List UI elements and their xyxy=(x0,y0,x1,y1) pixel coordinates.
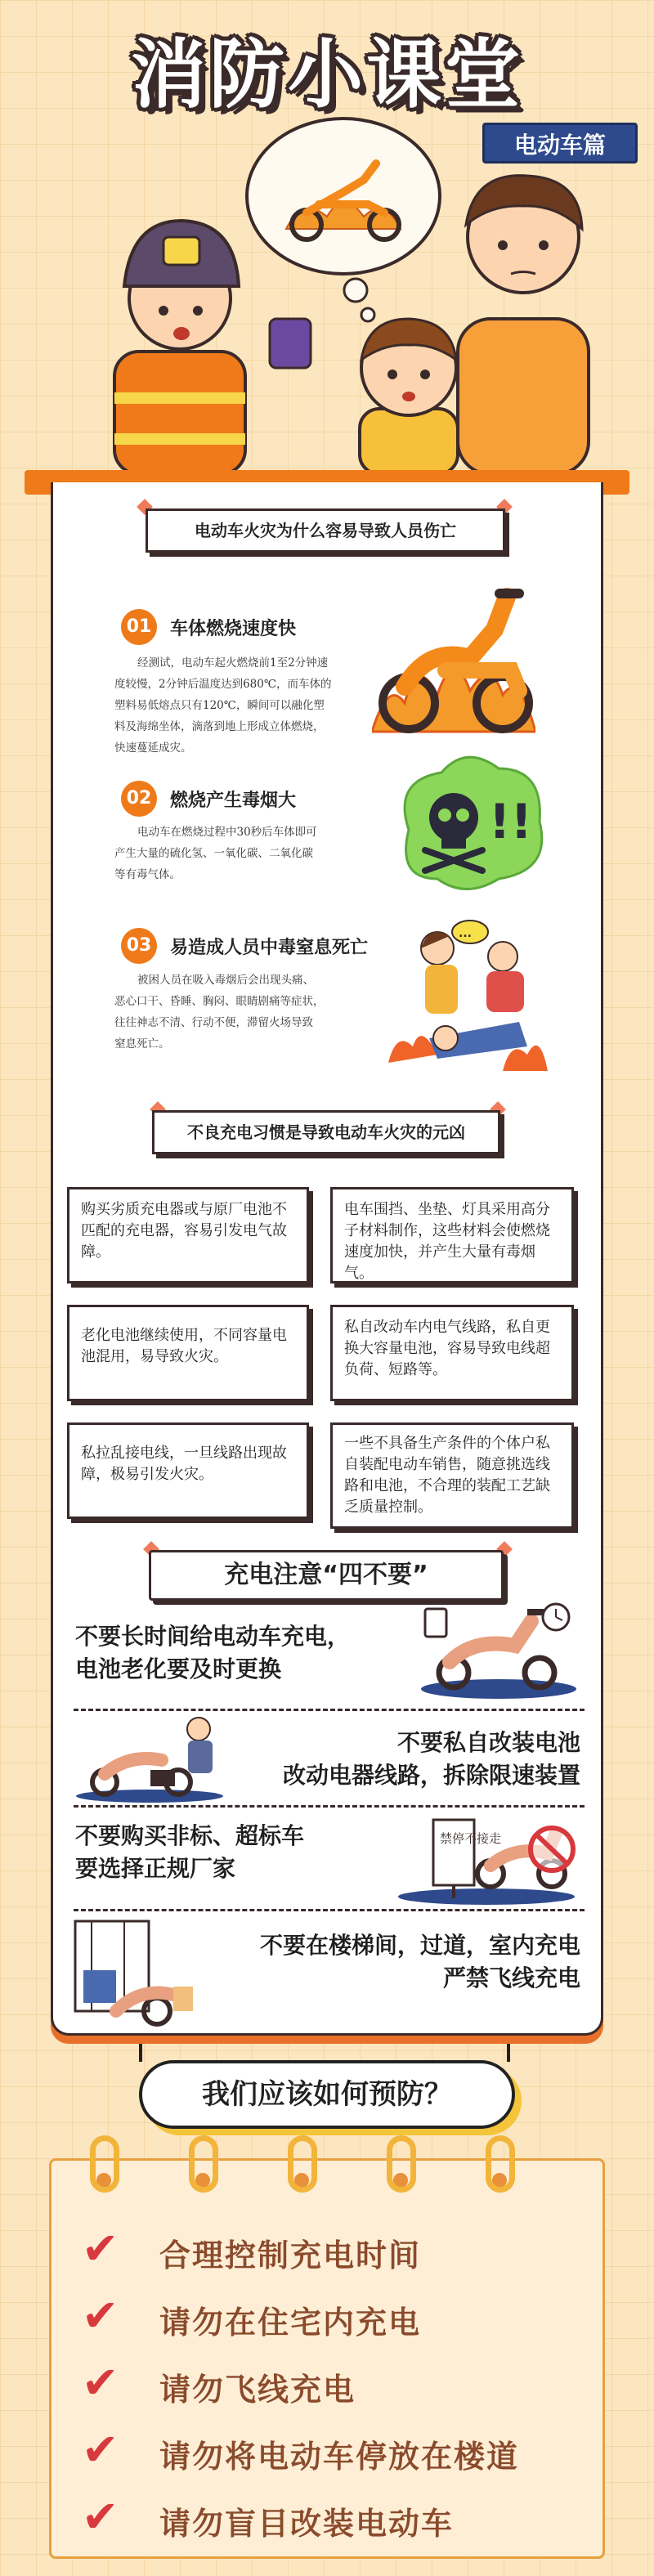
prevention-item: 请勿将电动车停放在楼道 xyxy=(159,2439,520,2475)
hanger-line xyxy=(139,2044,147,2062)
item-title: 易造成人员中毒窒息死亡 xyxy=(170,938,369,958)
cause-box: 私自改动车内电气线路，私自更换大容量电池，容易导致电线超负荷、短路等。 xyxy=(330,1305,574,1401)
smoke-victims-icon xyxy=(380,916,552,1079)
check-icon: ✔ xyxy=(82,2223,119,2274)
stairway-charging-icon xyxy=(67,1913,198,2036)
dashed-divider xyxy=(74,1805,585,1808)
binder-ring xyxy=(90,2135,119,2193)
item-number-badge: 03 xyxy=(121,928,157,964)
page-title: 消防小课堂 xyxy=(130,31,523,119)
toxic-smoke-icon xyxy=(392,748,548,895)
item-title: 车体燃烧速度快 xyxy=(170,619,297,639)
binder-ring xyxy=(189,2135,218,2193)
section3-heading: 充电注意“四不要” xyxy=(149,1550,504,1601)
cause-box: 购买劣质充电器或与原厂电池不匹配的充电器，容易引发电气故障。 xyxy=(67,1187,309,1284)
binder-ring xyxy=(387,2135,416,2193)
check-icon: ✔ xyxy=(82,2357,119,2408)
prevention-item: 请勿盲目改装电动车 xyxy=(159,2506,455,2542)
father-character xyxy=(458,176,589,474)
dashed-divider xyxy=(74,1709,585,1711)
firefighter-character xyxy=(114,221,311,474)
check-icon: ✔ xyxy=(82,2424,119,2475)
cause-box: 老化电池继续使用，不同容量电池混用，易导致火灾。 xyxy=(67,1305,309,1401)
rule-item: 不要在楼梯间，过道，室内充电 严禁飞线充电 xyxy=(259,1932,580,1991)
item-number-badge: 01 xyxy=(121,609,157,645)
check-icon: ✔ xyxy=(82,2491,119,2542)
rule-item: 不要长时间给电动车充电， 电池老化要及时更换 xyxy=(75,1623,351,1682)
cause-box: 一些不具备生产条件的个体户私自装配电动车销售，随意挑选线路和电池，不合理的装配工艺缺乏质量控制。 xyxy=(330,1422,574,1529)
prevention-item: 请勿在住宅内充电 xyxy=(159,2305,422,2341)
cause-box: 私拉乱接电线，一旦线路出现故障，极易引发火灾。 xyxy=(67,1422,309,1519)
sign-text: 禁停不接走 xyxy=(440,1831,502,1846)
charging-scooter-icon xyxy=(417,1593,580,1699)
subtitle-tag: 电动车篇 xyxy=(482,123,638,164)
rule-item: 不要私自改装电池 改动电器线路，拆除限速装置 xyxy=(282,1729,580,1789)
svg-text:...: ... xyxy=(459,927,472,940)
prevention-item: 请勿飞线充电 xyxy=(159,2372,356,2408)
item-number-badge: 02 xyxy=(121,781,157,817)
binder-ring xyxy=(288,2135,317,2193)
item-description: 电动车在燃烧过程中30秒后车体即可 产生大量的硫化氢、一氧化碳、二氧化碳 等有毒气体。 xyxy=(114,826,317,881)
binder-ring xyxy=(486,2135,515,2193)
item-description: 被困人员在吸入毒烟后会出现头痛、 恶心口干、昏睡、胸闷、眼睛剧痛等症状， 往往神志不清、行动不便，滞留火场导致 窒息死亡。 xyxy=(114,974,325,1051)
header-illustration xyxy=(82,114,605,474)
boy-character xyxy=(360,319,458,474)
cause-box: 电车围挡、坐垫、灯具采用高分子材料制作，这些材料会使燃烧速度加快，并产生大量有毒烟气。 xyxy=(330,1187,574,1284)
section2-heading: 不良充电习惯是导致电动车火灾的元凶 xyxy=(152,1110,500,1154)
rule-item: 不要购买非标、超标车 要选择正规厂家 xyxy=(75,1822,305,1882)
section4-heading: 我们应该如何预防？ xyxy=(139,2060,515,2129)
hanger-line xyxy=(507,2044,515,2062)
item-title: 燃烧产生毒烟大 xyxy=(170,791,297,811)
scooter-fire-icon xyxy=(372,580,535,736)
dashed-divider xyxy=(74,1909,585,1911)
check-icon: ✔ xyxy=(82,2290,119,2341)
svg-text:!!: !! xyxy=(489,794,532,849)
section1-heading: 电动车火灾为什么容易导致人员伤亡 xyxy=(146,508,505,553)
item-description: 经测试，电动车起火燃烧前1至2分钟速 度较慢，2分钟后温度达到680℃，而车体的 塑料易低熔点只有120℃，瞬间可以融化塑 料及海绵坐体，滴落到地上形成立体燃烧， 快速蔓延成灾。 xyxy=(114,656,332,755)
no-substandard-vehicle-icon xyxy=(392,1808,580,1906)
prevention-item: 合理控制充电时间 xyxy=(159,2238,422,2274)
